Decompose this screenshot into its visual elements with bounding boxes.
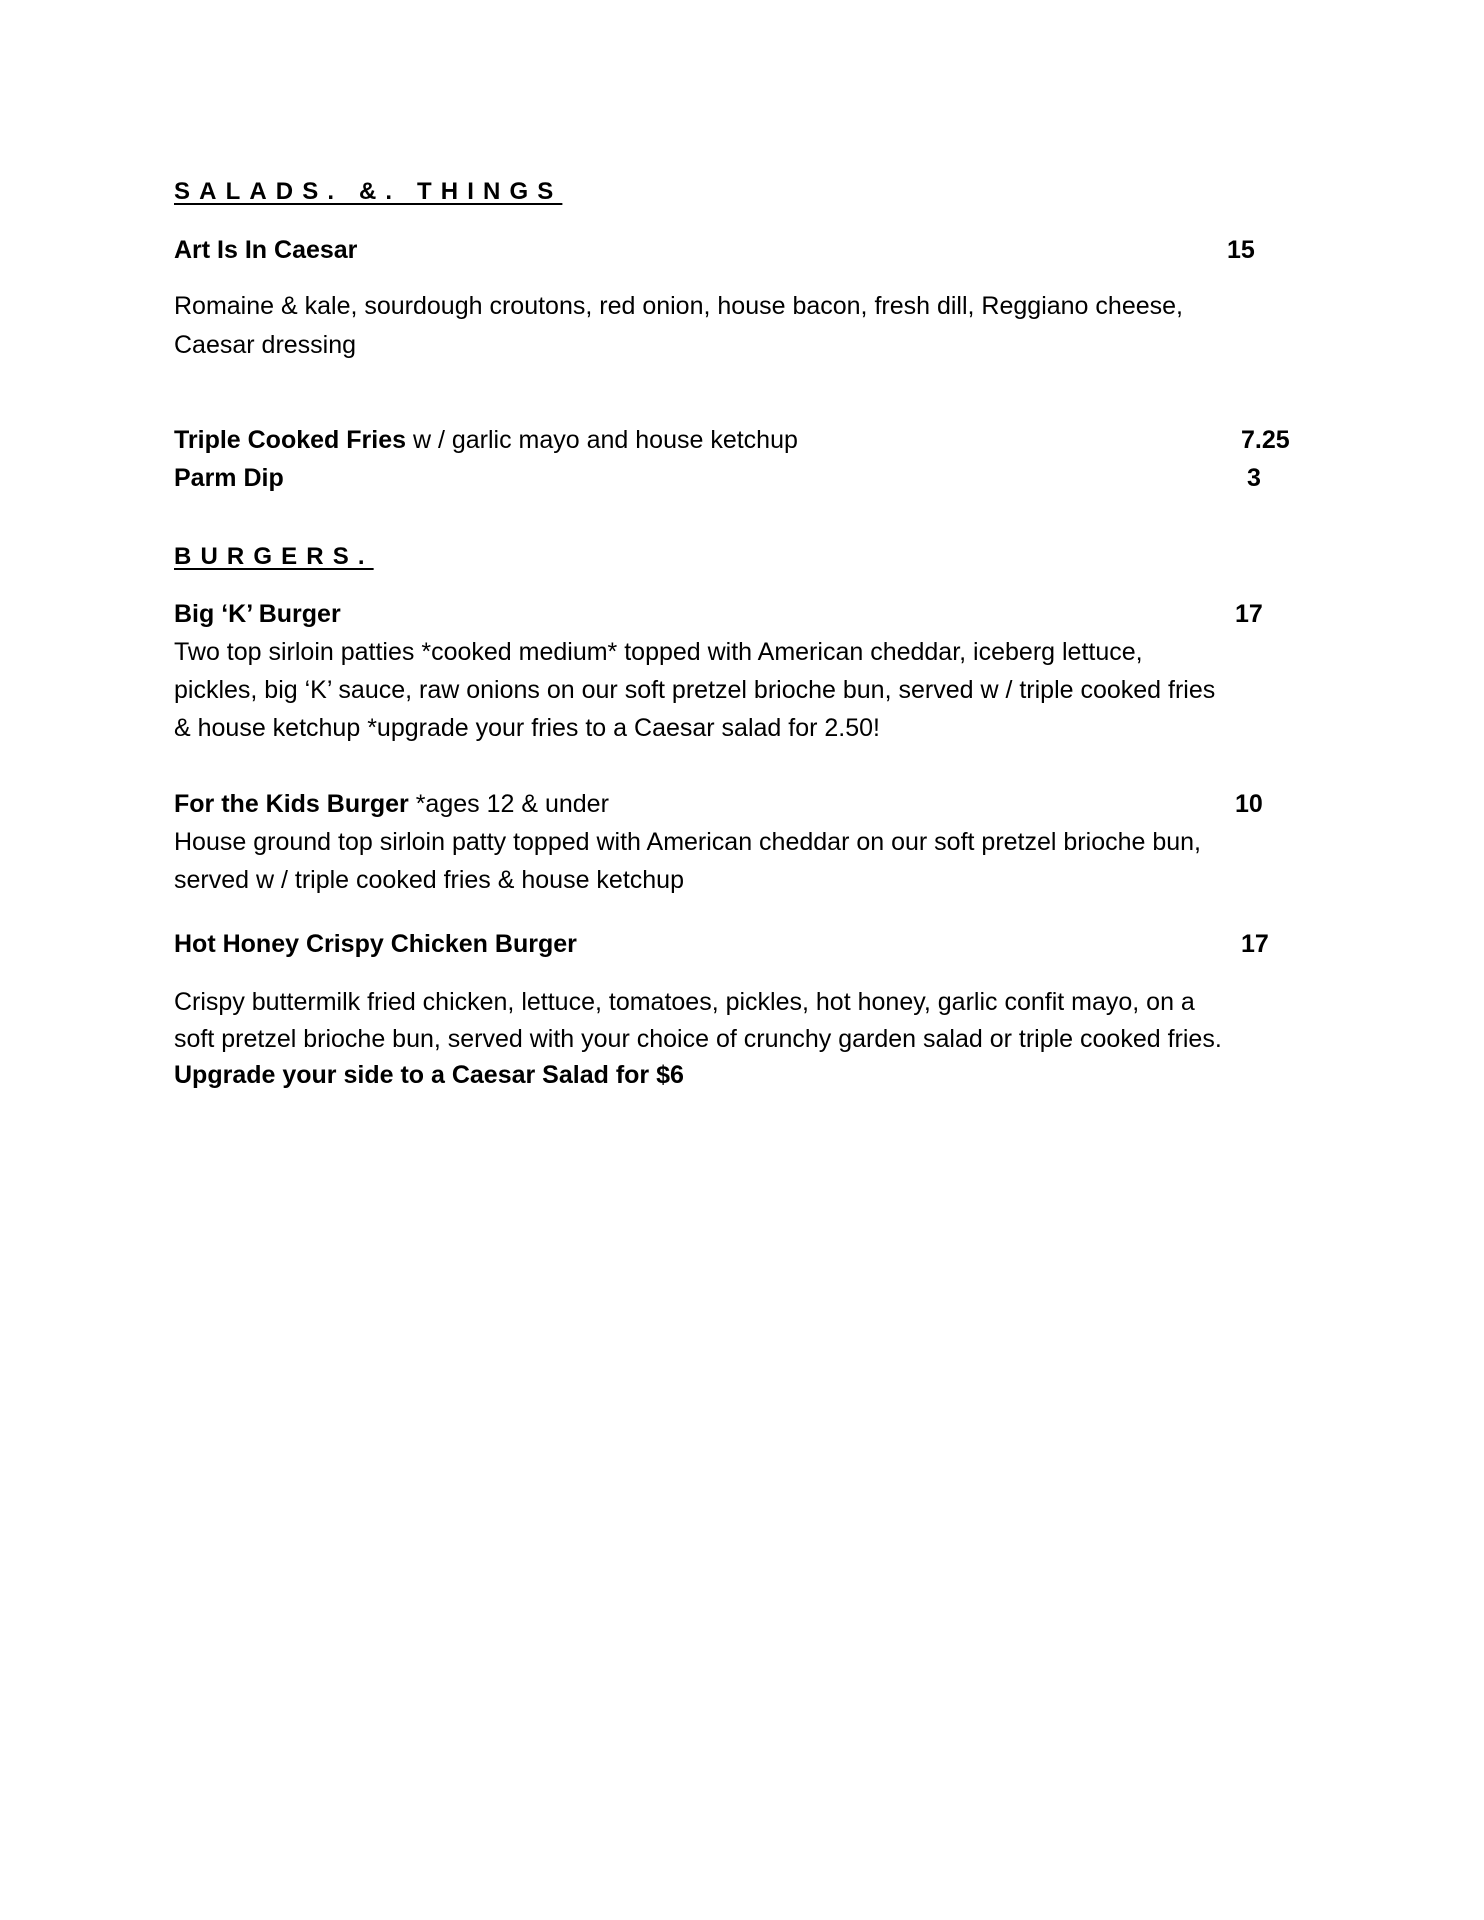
big-k-name: Big ‘K’ Burger (174, 600, 341, 628)
caesar-name: Art Is In Caesar (174, 236, 358, 264)
kids-note: *ages 12 & under (408, 790, 609, 818)
fries-price: 7.25 (1241, 426, 1290, 454)
big-k-desc-line1: Two top sirloin patties *cooked medium* topped with American cheddar, iceberg lettuce, (174, 638, 1143, 666)
caesar-price: 15 (1227, 236, 1255, 264)
kids-line (174, 792, 609, 817)
salads-heading: SALADS. &. THINGS (174, 178, 563, 205)
caesar-desc-line2: Caesar dressing (174, 331, 357, 359)
hot-honey-desc-line1: Crispy buttermilk fried chicken, lettuce, tomatoes, pickles, hot honey, garlic confit mayo, on a (174, 988, 1195, 1016)
hot-honey-price: 17 (1241, 930, 1269, 958)
fries-line (174, 428, 798, 453)
parm-dip-price: 3 (1247, 464, 1261, 492)
fries-note: w / garlic mayo and house ketchup (406, 426, 798, 454)
big-k-desc-line2: pickles, big ‘K’ sauce, raw onions on our soft pretzel brioche bun, served w / triple cooked fries (174, 676, 1216, 704)
burgers-heading: BURGERS. (174, 543, 374, 570)
kids-desc-line2: served w / triple cooked fries & house ketchup (174, 866, 684, 894)
hot-honey-desc-line2: soft pretzel brioche bun, served with your choice of crunchy garden salad or triple cooked fries. (174, 1025, 1222, 1053)
big-k-price: 17 (1235, 600, 1263, 628)
parm-dip-name: Parm Dip (174, 464, 284, 492)
fries-name: Triple Cooked Fries (174, 426, 407, 454)
kids-name: For the Kids Burger (174, 790, 409, 818)
hot-honey-name: Hot Honey Crispy Chicken Burger (174, 930, 577, 958)
kids-price: 10 (1235, 790, 1263, 818)
kids-desc-line1: House ground top sirloin patty topped with American cheddar on our soft pretzel brioche bun, (174, 828, 1202, 856)
hot-honey-upgrade: Upgrade your side to a Caesar Salad for $6 (174, 1061, 684, 1089)
big-k-desc-line3: & house ketchup *upgrade your fries to a Caesar salad for 2.50! (174, 714, 880, 742)
caesar-desc-line1: Romaine & kale, sourdough croutons, red onion, house bacon, fresh dill, Reggiano cheese, (174, 292, 1183, 320)
